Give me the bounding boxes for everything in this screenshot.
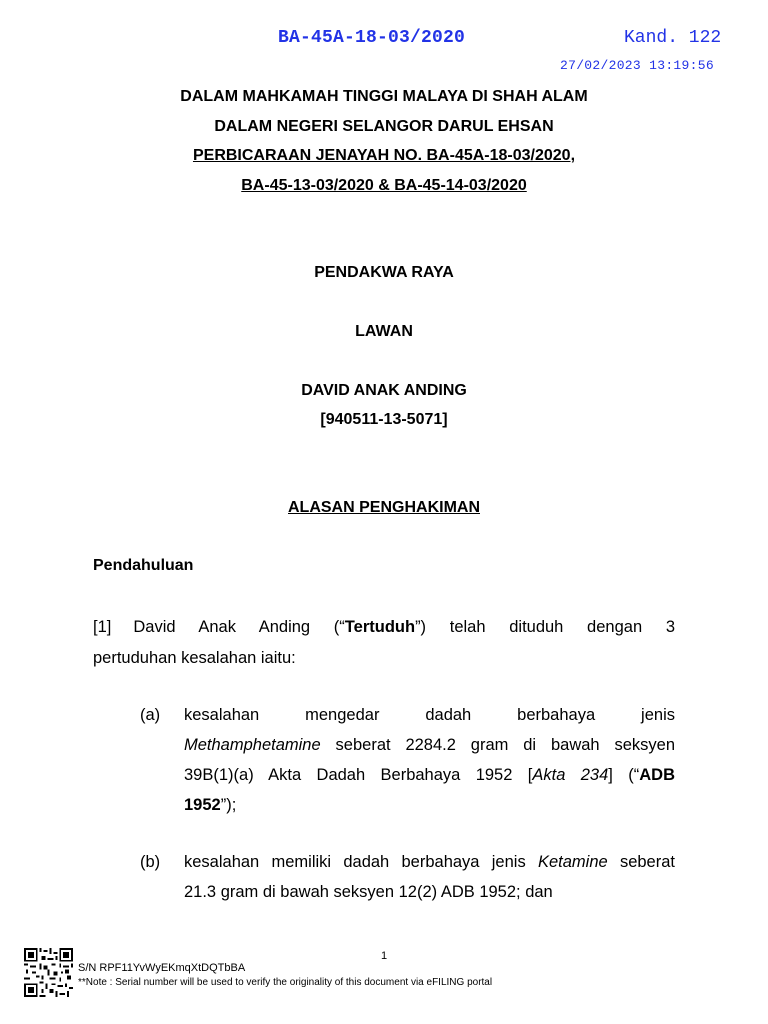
item-text [184, 700, 675, 820]
court-title-line-3 [0, 147, 768, 165]
item-label: (a) [140, 706, 161, 724]
item-text-span: seberat [607, 853, 675, 871]
qr-code-icon [24, 948, 73, 997]
section-title-text: ALASAN PENGHAKIMAN [288, 499, 480, 516]
item-line [184, 790, 675, 820]
defined-term: ADB [639, 766, 675, 784]
item-line [184, 730, 675, 760]
item-text-span: ] (“ [608, 766, 640, 784]
intro-heading: Pendahuluan [93, 557, 194, 574]
act-reference: Akta 234 [532, 766, 609, 784]
case-reference: PERBICARAAN JENAYAH NO. BA-45A-18-03/2020, [192, 147, 576, 164]
page-number: 1 [380, 950, 388, 962]
item-line [184, 847, 675, 877]
item-text-span: ”); [220, 796, 237, 814]
charge-item-b [93, 847, 675, 909]
item-line [184, 760, 675, 790]
charge-item-a [93, 700, 675, 824]
accused-name: DAVID ANAK ANDING [301, 382, 467, 399]
defined-term: 1952 [184, 796, 221, 814]
item-label: (b) [140, 853, 161, 871]
defined-term: Tertuduh [344, 618, 416, 636]
document-index: Kand. 122 [624, 28, 722, 48]
paragraph-number: [1] [93, 618, 112, 636]
item-text [184, 847, 675, 907]
paragraph-1-line-1 [93, 612, 675, 643]
filing-timestamp: 27/02/2023 13:19:56 [560, 58, 714, 73]
serial-note: **Note : Serial number will be used to verify the originality of this document via eFILING portal [78, 977, 493, 988]
item-line: kesalahan mengedar dadah berbahaya jenis [184, 706, 675, 724]
accused-ic: [940511-13-5071] [320, 411, 448, 428]
serial-number: S/N RPF11YvWyEKmqXtDQTbBA [78, 962, 246, 974]
para-text: ”) telah dituduh dengan 3 [415, 618, 675, 636]
paragraph-1 [93, 612, 675, 674]
court-title-line-4 [0, 177, 768, 195]
item-text-span: 39B(1)(a) Akta Dadah Berbahaya 1952 [ [184, 766, 533, 784]
court-title-line-1: DALAM MAHKAMAH TINGGI MALAYA DI SHAH ALAM [180, 88, 588, 105]
court-title-line-2: DALAM NEGERI SELANGOR DARUL EHSAN [214, 118, 554, 135]
prosecutor-label: PENDAKWA RAYA [314, 264, 454, 281]
case-number: BA-45A-18-03/2020 [278, 28, 466, 48]
related-cases: BA-45-13-03/2020 & BA-45-14-03/2020 [241, 177, 527, 194]
versus-label: LAWAN [355, 323, 413, 340]
paragraph-1-line-2: pertuduhan kesalahan iaitu: [93, 649, 296, 667]
item-line: 21.3 gram di bawah seksyen 12(2) ADB 1952; dan [184, 883, 553, 901]
drug-name: Methamphetamine [184, 736, 321, 754]
para-text: David Anak Anding (“ [133, 618, 345, 636]
section-title [0, 499, 768, 517]
item-text-span: seberat 2284.2 gram di bawah seksyen [320, 736, 675, 754]
item-text-span: kesalahan memiliki dadah berbahaya jenis [184, 853, 538, 871]
drug-name: Ketamine [537, 853, 608, 871]
